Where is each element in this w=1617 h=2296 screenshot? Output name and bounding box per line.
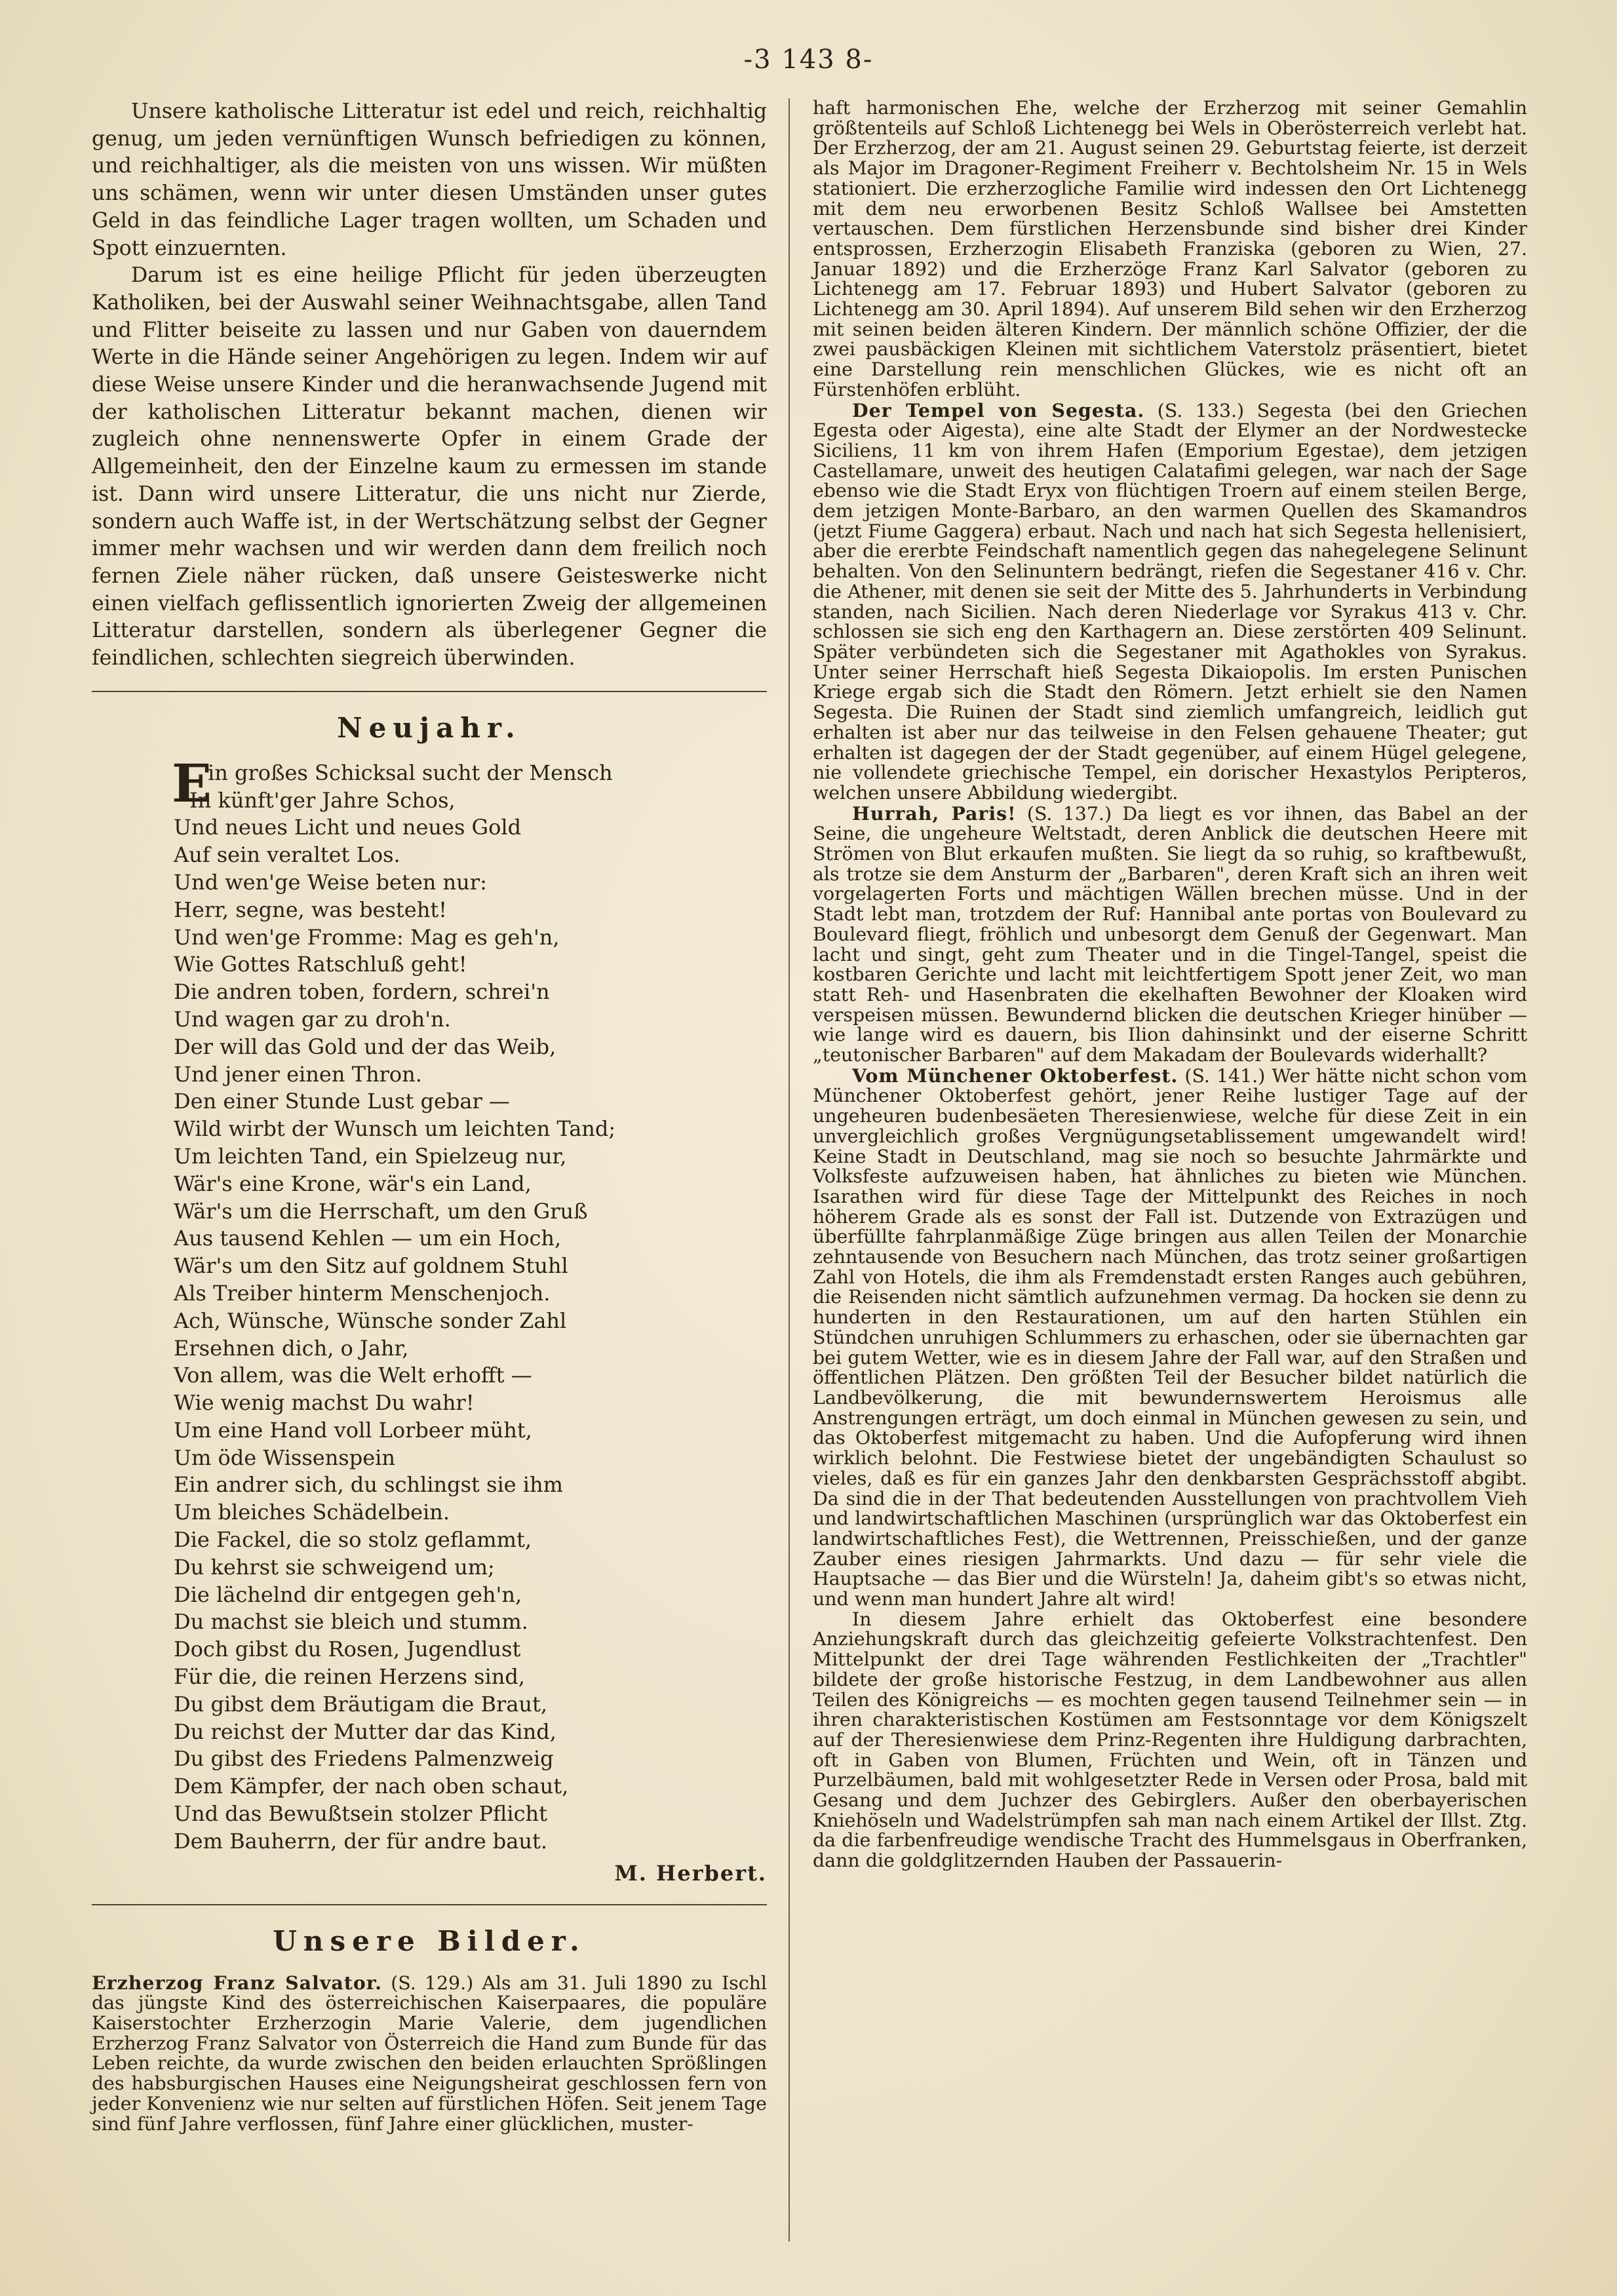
- poem-line: Wie wenig machst Du wahr!: [174, 1390, 475, 1416]
- poem-line: Und das Bewußtsein stolzer Pflicht: [174, 1801, 547, 1827]
- article-text: (S. 129.) Als am 31. Juli 1890 zu Ischl das jüngste Kind des österreichischen Kaiserpaares, die populäre Kaiserstochter Erzherzogin Marie Valerie, dem jugendlichen Erzherzog Franz Salvator von Österreich die Hand zum Bunde für das Leben reichte, da wurde zwischen den beiden erlauchten Sprößlingen des habsburgischen Hauses eine Neigungsheirat geschlossen fern von jeder Konvenienz wie nur selten auf fürstlichen Höfen. Seit jenem Tage sind fünf Jahre verflossen, fünf Jahre einer glücklichen, muster-: [92, 1972, 767, 2135]
- left-column: [92, 98, 767, 2134]
- poem-line: Wild wirbt der Wunsch um leichten Tand;: [174, 1116, 616, 1142]
- poem-line: Um eine Hand voll Lorbeer müht,: [174, 1417, 532, 1443]
- article-oktoberfest-continued: In diesem Jahre erhielt das Oktoberfest eine besondere Anziehungskraft durch das gleichzeitig gefeierte Volkstrachtenfest. Den Mittelpunkt der drei Tage währenden Festlichkeiten der „Trachtler" bildete der große historische Festzug, in dem Landbewohner aus allen Teilen des Königreichs — es mochten gegen tausend Teilnehmer sein — in ihren charakteristischen Kostümen am Festsonntage vor dem Königszelt auf der Theresienwiese dem Prinz-Regenten ihre Huldigung darbrachten, oft in Gaben von Blumen, Früchten und Wein, oft in Tänzen und Purzelbäumen, bald mit wohlgesetzter Rede in Versen oder Prosa, bald mit Gesang und dem Juchzer des Gebirglers. Außer den oberbayerischen Kniehöseln und Wadelstrümpfen sah man nach einem Artikel der Illst. Ztg. da die farbenfreudige wendische Tracht des Hummelsgaus in Oberfranken, dann die goldglitzernden Hauben der Passauerin-: [813, 1608, 1527, 1872]
- article-paris: [813, 804, 1527, 1066]
- poem-line: Die andren toben, fordern, schrei'n: [174, 979, 550, 1005]
- poem-line: Um leichten Tand, ein Spielzeug nur,: [174, 1143, 567, 1169]
- poem-line: Aus tausend Kehlen — um ein Hoch,: [174, 1226, 562, 1251]
- poem-line: Du kehrst sie schweigend um;: [174, 1554, 495, 1580]
- poem-line: Wär's um den Sitz auf goldnem Stuhl: [174, 1253, 568, 1279]
- article-erzherzog-continued: haft harmonischen Ehe, welche der Erzherzog mit seiner Gemahlin größtenteils auf Schloß Lichtenegg bei Wels in Oberösterreich verlebt hat. Der Erzherzog, der am 21. August seinen 29. Geburtstag feierte, ist derzeit als Major im Dragoner-Regiment Freiherr v. Bechtolsheim Nr. 15 in Wels stationiert. Die erzherzogliche Familie wird indessen den Ort Lichtenegg mit dem neu erworbenen Besitz Schloß Wallsee bei Amstetten vertauschen. Dem fürstlichen Herzensbunde sind bisher drei Kinder entsprossen, Erzherzogin Elisabeth Franziska (geboren zu Wien, 27. Januar 1892) und die Erzherzöge Franz Karl Salvator (geboren zu Lichtenegg am 17. Februar 1893) und Hubert Salvator (geboren zu Lichtenegg am 30. April 1894). Auf unserem Bild sehen wir den Erzherzog mit seinen beiden älteren Kindern. Der männlich schöne Offizier, der die zwei pausbäckigen Kleinen mit sichtlichem Vaterstolz präsentiert, bietet eine Darstellung rein menschlichen Glückes, wie es nicht oft an Fürstenhöfen erblüht.: [813, 97, 1527, 400]
- article-lead: Der Tempel von Segesta.: [852, 399, 1145, 421]
- poem-line: Um bleiches Schädelbein.: [174, 1500, 450, 1525]
- article-lead: Erzherzog Franz Salvator.: [92, 1971, 383, 1994]
- poem-line: Du gibst dem Bräutigam die Braut,: [174, 1691, 548, 1717]
- article-oktoberfest: [813, 1066, 1527, 1610]
- poem-line: Ach, Wünsche, Wünsche sonder Zahl: [174, 1308, 567, 1333]
- article-text: (S. 141.) Wer hätte nicht schon vom Münchener Oktoberfest gehört, jener Reihe lustiger Tage auf der ungeheuren budenbesäeten Theresienwiese, welche für diese Zeit in ein unvergleichlich großes Vergnügungsetablissement umgewandelt wird! Keine Stadt in Deutschland, mag sie noch so besuchte Jahrmärkte und Volksfeste aufzuweisen haben, hat ähnliches zu bieten wie München. Isarathen wird für diese Tage der Mittelpunkt des Reiches in noch höherem Grade als es sonst der Fall ist. Dutzende von Extrazügen und überfüllte fahrplanmäßige Züge bringen aus allen Teilen der Monarchie zehntausende von Besuchern nach München, das trotz seiner großartigen Zahl von Hotels, die ihm als Fremdenstadt ersten Ranges auch gebühren, die Reisenden nicht sämtlich aufzunehmen vermag. Da hocken sie denn zu hunderten in den Restaurationen, um auf den harten Stühlen ein Stündchen unruhigen Schlummers zu erhaschen, oder sie übernachten gar bei gutem Wetter, wie es in diesem Jahre der Fall war, auf den Straßen und öffentlichen Plätzen. Den größten Teil der Besucher bildet natürlich die Landbevölkerung, die mit bewundernswertem Heroismus alle Anstrengungen erträgt, um doch einmal in München gewesen zu sein, und das Oktoberfest mitgemacht zu haben. Und die Aufopferung wird ihnen wirklich belohnt. Die Festwiese bietet der ungebändigten Schaulust so vieles, daß es für ein ganzes Jahr den denkbarsten Gesprächsstoff abgibt. Da sind die in der That bedeutenden Ausstellungen von prachtvollem Vieh und landwirtschaftlichen Maschinen (ursprünglich war das Oktoberfest ein landwirtschaftliches Fest), die Wettrennen, Preisschießen, und der ganze Zauber eines riesigen Jahrmarkts. Und dazu — für sehr viele die Hauptsache — das Bier und die Würsteln! Ja, daheim gibt's so etwas nicht, und wenn man hundert Jahre alt wird!: [813, 1064, 1527, 1610]
- article-text: (S. 133.) Segesta (bei den Griechen Egesta oder Aigesta), eine alte Stadt der Elymer an der Nordwestecke Siciliens, 11 km von ihrem Hafen (Emporium Egestae), dem jetzigen Castellamare, unweit des heutigen Calatafimi gelegen, war nach der Sage ebenso wie die Stadt Eryx von flüchtigen Troern auf einem steilen Berge, dem jetzigen Monte-Barbaro, an den warmen Quellen des Skamandros (jetzt Fiume Gaggera) erbaut. Nach und nach hat sich Segesta hellenisiert, aber die ererbte Feindschaft namentlich gegen das nahegelegene Selinunt behalten. Von den Selinuntern bedrängt, riefen die Segestaner 416 v. Chr. die Athener, mit denen sie seit der Mitte des 5. Jahrhunderts in Verbindung standen, nach Sicilien. Nach deren Niederlage vor Syrakus 413 v. Chr. schlossen sie sich eng den Karthagern an. Diese zerstörten 409 Selinunt. Später verbündeten sich die Segestaner mit Agathokles von Syrakus. Unter seiner Herrschaft hieß Segesta Dikaiopolis. Im ersten Punischen Kriege ergab sich die Stadt den Römern. Jetzt erhielt sie den Namen Segesta. Die Ruinen der Stadt sind ziemlich umfangreich, leidlich gut erhalten ist aber nur das teilweise in den Felsen gehauene Theater; gut erhalten ist dagegen der der Stadt gegenüber, auf einem Hügel gelegene, nie vollendete griechische Tempel, ein dorischer Hexastylos Peripteros, welchen unsere Abbildung wiedergibt.: [813, 399, 1527, 804]
- poem-line: Als Treiber hinterm Menschenjoch.: [174, 1280, 551, 1306]
- article-erzherzog: [92, 1973, 767, 2135]
- poem-line: Der will das Gold und der das Weib,: [174, 1034, 556, 1059]
- poem-line: Und wen'ge Fromme: Mag es geh'n,: [174, 924, 560, 950]
- poem-line: Ein andrer sich, du schlingst sie ihm: [174, 1472, 563, 1498]
- poem: [92, 752, 767, 1856]
- right-column: [813, 98, 1527, 1871]
- paragraph: Darum ist es eine heilige Pflicht für jeden überzeugten Katholiken, bei der Auswahl seiner Weihnachtsgabe, allen Tand und Flitter beiseite zu lassen und nur Gaben von dauerndem Werte in die Hände seiner Angehörigen zu legen. Indem wir auf diese Weise unsere Kinder und die heranwachsende Jugend mit der katholischen Litteratur bekannt machen, dienen wir zugleich ohne nennenswerte Opfer in einem Grade der Allgemeinheit, den der Einzelne kaum zu ermessen im stande ist. Dann wird unsere Litteratur, die uns nicht nur Zierde, sondern auch Waffe ist, in der Wertschätzung selbst der Gegner immer mehr wachsen und wir werden dann dem freilich noch fernen Ziele näher rücken, daß unsere Geisteswerke nicht einen vielfach geflissentlich ignorierten Zweig der allgemeinen Litteratur darstellen, sondern als überlegener Gegner die feindlichen, schlechten siegreich überwinden.: [92, 263, 767, 671]
- poem-line: Den einer Stunde Lust gebar —: [174, 1089, 510, 1114]
- poem-line: Und wen'ge Weise beten nur:: [174, 869, 487, 895]
- poem-line: Wär's um die Herrschaft, um den Gruß: [174, 1198, 588, 1224]
- poem-line: Um öde Wissenspein: [174, 1445, 395, 1470]
- section-title-bilder: Unsere Bilder.: [273, 1924, 586, 1957]
- poem-author: M. Herbert.: [614, 1860, 767, 1886]
- poem-line: Du reichst der Mutter dar das Kind,: [174, 1719, 556, 1744]
- poem-line: Doch gibst du Rosen, Jugendlust: [174, 1637, 521, 1662]
- poem-line: Dem Bauherrn, der für andre baut.: [174, 1828, 547, 1854]
- section-rule: [92, 1904, 767, 1905]
- paragraph: Unsere katholische Litteratur ist edel und reich, reichhaltig genug, um jeden vernünftigen Wunsch befriedigen zu können, und reichhaltiger, als die meisten von uns wissen. Wir müßten uns schämen, wenn wir unter diesen Umständen unser gutes Geld in das feindliche Lager tragen wollten, um Schaden und Spott einzuernten.: [92, 100, 767, 260]
- poem-line: in großes Schicksal sucht der Mensch: [208, 760, 613, 785]
- poem-line: Die Fackel, die so stolz geflammt,: [174, 1527, 532, 1553]
- poem-line: Und neues Licht und neues Gold: [174, 815, 522, 840]
- column-divider: [789, 98, 790, 2242]
- poem-line: Ersehnen dich, o Jahr,: [174, 1335, 409, 1361]
- poem-line: Die lächelnd dir entgegen geh'n,: [174, 1582, 522, 1607]
- poem-dropcap: E: [172, 752, 212, 814]
- poem-line: Von allem, was die Welt erhofft —: [174, 1363, 532, 1388]
- section-rule: [92, 691, 767, 692]
- poem-line: Herr, segne, was besteht!: [174, 897, 448, 922]
- poem-line: In künft'ger Jahre Schos,: [189, 787, 456, 813]
- poem-line: Du gibst des Friedens Palmenzweig: [174, 1746, 554, 1772]
- poem-line: Auf sein veraltet Los.: [174, 842, 400, 868]
- poem-title: Neujahr.: [337, 711, 522, 744]
- poem-line: Für die, die reinen Herzens sind,: [174, 1664, 525, 1690]
- article-text: (S. 137.) Da liegt es vor ihnen, das Babel an der Seine, die ungeheure Weltstadt, deren Anblick die deutschen Heere mit Strömen von Blut erkaufen mußten. Sie liegt da so ruhig, so kraftbewußt, als trotze sie dem Ansturm der „Barbaren", deren Kraft sich an ihren weit vorgelagerten Forts und mächtigen Wällen brechen müsse. Und in der Stadt lebt man, trotzdem der Ruf: Hannibal ante portas von Boulevard zu Boulevard fliegt, fröhlich und unbesorgt dem Genuß der Gegenwart. Man lacht und singt, geht zum Theater und in die Tingel-Tangel, speist die kostbaren Gerichte und lacht mit leichtfertigem Spott jener Zeit, wo man statt Reh- und Hasenbraten die ekelhaften Bewohner der Kloaken wird verspeisen müssen. Bewundernd blicken die deutschen Krieger hinüber — wie lange wird es dauern, bis Ilion dahinsinkt und der eiserne Schritt „teutonischer Barbaren" auf dem Makadam der Boulevards widerhallt?: [813, 802, 1527, 1066]
- poem-line: Wär's eine Krone, wär's ein Land,: [174, 1171, 532, 1196]
- article-lead: Hurrah, Paris!: [852, 802, 1017, 825]
- article-lead: Vom Münchener Oktoberfest.: [852, 1064, 1179, 1087]
- article-segesta: [813, 400, 1527, 804]
- poem-line: Du machst sie bleich und stumm.: [174, 1609, 528, 1635]
- poem-line: Dem Kämpfer, der nach oben schaut,: [174, 1774, 569, 1799]
- page-number: -3 143 8-: [743, 45, 874, 75]
- poem-line: Und wagen gar zu droh'n.: [174, 1006, 451, 1032]
- poem-line: Wie Gottes Ratschluß geht!: [174, 952, 467, 977]
- poem-line: Und jener einen Thron.: [174, 1061, 422, 1087]
